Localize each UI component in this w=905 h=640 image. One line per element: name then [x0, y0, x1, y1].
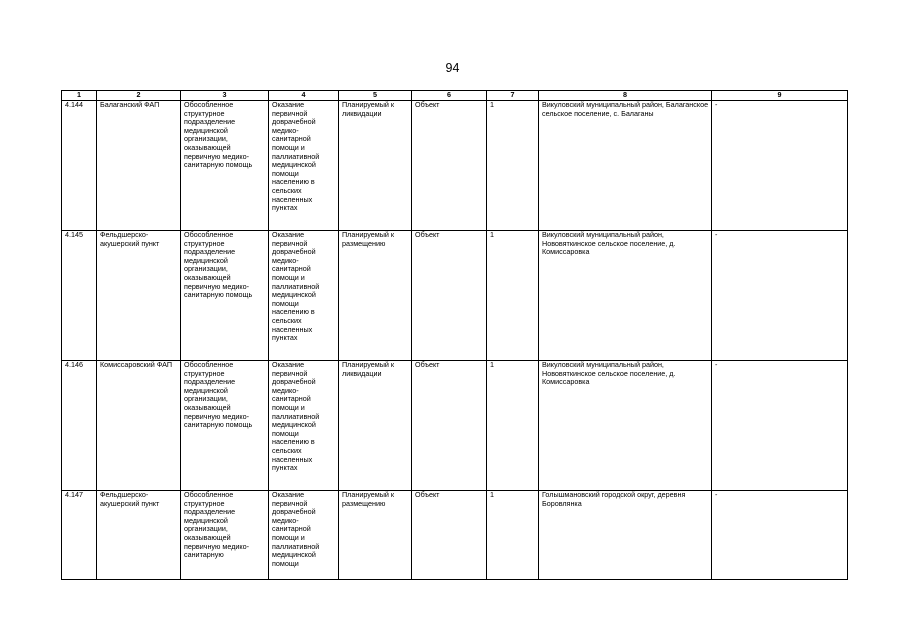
column-header: 3: [181, 91, 269, 101]
cell-location: Викуловский муниципальный район, Балаганское сельское поселение, с. Балаганы: [539, 101, 712, 231]
cell-name: Балаганский ФАП: [97, 101, 181, 231]
column-header: 7: [487, 91, 539, 101]
column-header: 9: [712, 91, 848, 101]
cell-location: Викуловский муниципальный район, Нововяткинское сельское поселение, д. Комиссаровка: [539, 231, 712, 361]
cell-name: Фельдшерско-акушерский пункт: [97, 491, 181, 580]
cell-number: 4.146: [62, 361, 97, 491]
cell-count: 1: [487, 101, 539, 231]
cell-kind: Объект: [412, 101, 487, 231]
cell-purpose: Оказание первичной доврачебной медико-санитарной помощи и паллиативной медицинской помощи: [269, 491, 339, 580]
cell-note: -: [712, 491, 848, 580]
cell-type: Обособленное структурное подразделение медицинской организации, оказывающей первичную медико-санитарную помощь: [181, 361, 269, 491]
cell-purpose: Оказание первичной доврачебной медико-санитарной помощи и паллиативной медицинской помощи населению в сельских населенных пунктах: [269, 101, 339, 231]
cell-location: Викуловский муниципальный район, Нововяткинское сельское поселение, д. Комиссаровка: [539, 361, 712, 491]
cell-number: 4.144: [62, 101, 97, 231]
cell-kind: Объект: [412, 491, 487, 580]
cell-name: Комиссаровский ФАП: [97, 361, 181, 491]
table-row: [62, 231, 848, 361]
cell-name: Фельдшерско-акушерский пункт: [97, 231, 181, 361]
cell-location: Голышмановский городской округ, деревня Боровлянка: [539, 491, 712, 580]
cell-type: Обособленное структурное подразделение медицинской организации, оказывающей первичную медико-санитарную помощь: [181, 101, 269, 231]
cell-note: -: [712, 231, 848, 361]
cell-status: Планируемый к размещению: [339, 491, 412, 580]
column-header: 8: [539, 91, 712, 101]
cell-kind: Объект: [412, 231, 487, 361]
cell-purpose: Оказание первичной доврачебной медико-санитарной помощи и паллиативной медицинской помощи населению в сельских населенных пунктах: [269, 361, 339, 491]
objects-table: [61, 90, 848, 580]
table-row: [62, 361, 848, 491]
cell-count: 1: [487, 231, 539, 361]
column-header: 4: [269, 91, 339, 101]
cell-number: 4.145: [62, 231, 97, 361]
column-header: 6: [412, 91, 487, 101]
cell-type: Обособленное структурное подразделение медицинской организации, оказывающей первичную медико-санитарную помощь: [181, 231, 269, 361]
cell-type: Обособленное структурное подразделение медицинской организации, оказывающей первичную медико-санитарную: [181, 491, 269, 580]
cell-note: -: [712, 101, 848, 231]
cell-count: 1: [487, 361, 539, 491]
column-header: 2: [97, 91, 181, 101]
column-header: 1: [62, 91, 97, 101]
cell-number: 4.147: [62, 491, 97, 580]
table-row: [62, 101, 848, 231]
cell-kind: Объект: [412, 361, 487, 491]
cell-status: Планируемый к размещению: [339, 231, 412, 361]
cell-note: -: [712, 361, 848, 491]
cell-status: Планируемый к ликвидации: [339, 361, 412, 491]
page-number: 94: [445, 61, 460, 75]
cell-status: Планируемый к ликвидации: [339, 101, 412, 231]
table-row: [62, 491, 848, 580]
cell-purpose: Оказание первичной доврачебной медико-санитарной помощи и паллиативной медицинской помощи населению в сельских населенных пунктах: [269, 231, 339, 361]
table-header-row: [62, 91, 848, 101]
column-header: 5: [339, 91, 412, 101]
cell-count: 1: [487, 491, 539, 580]
